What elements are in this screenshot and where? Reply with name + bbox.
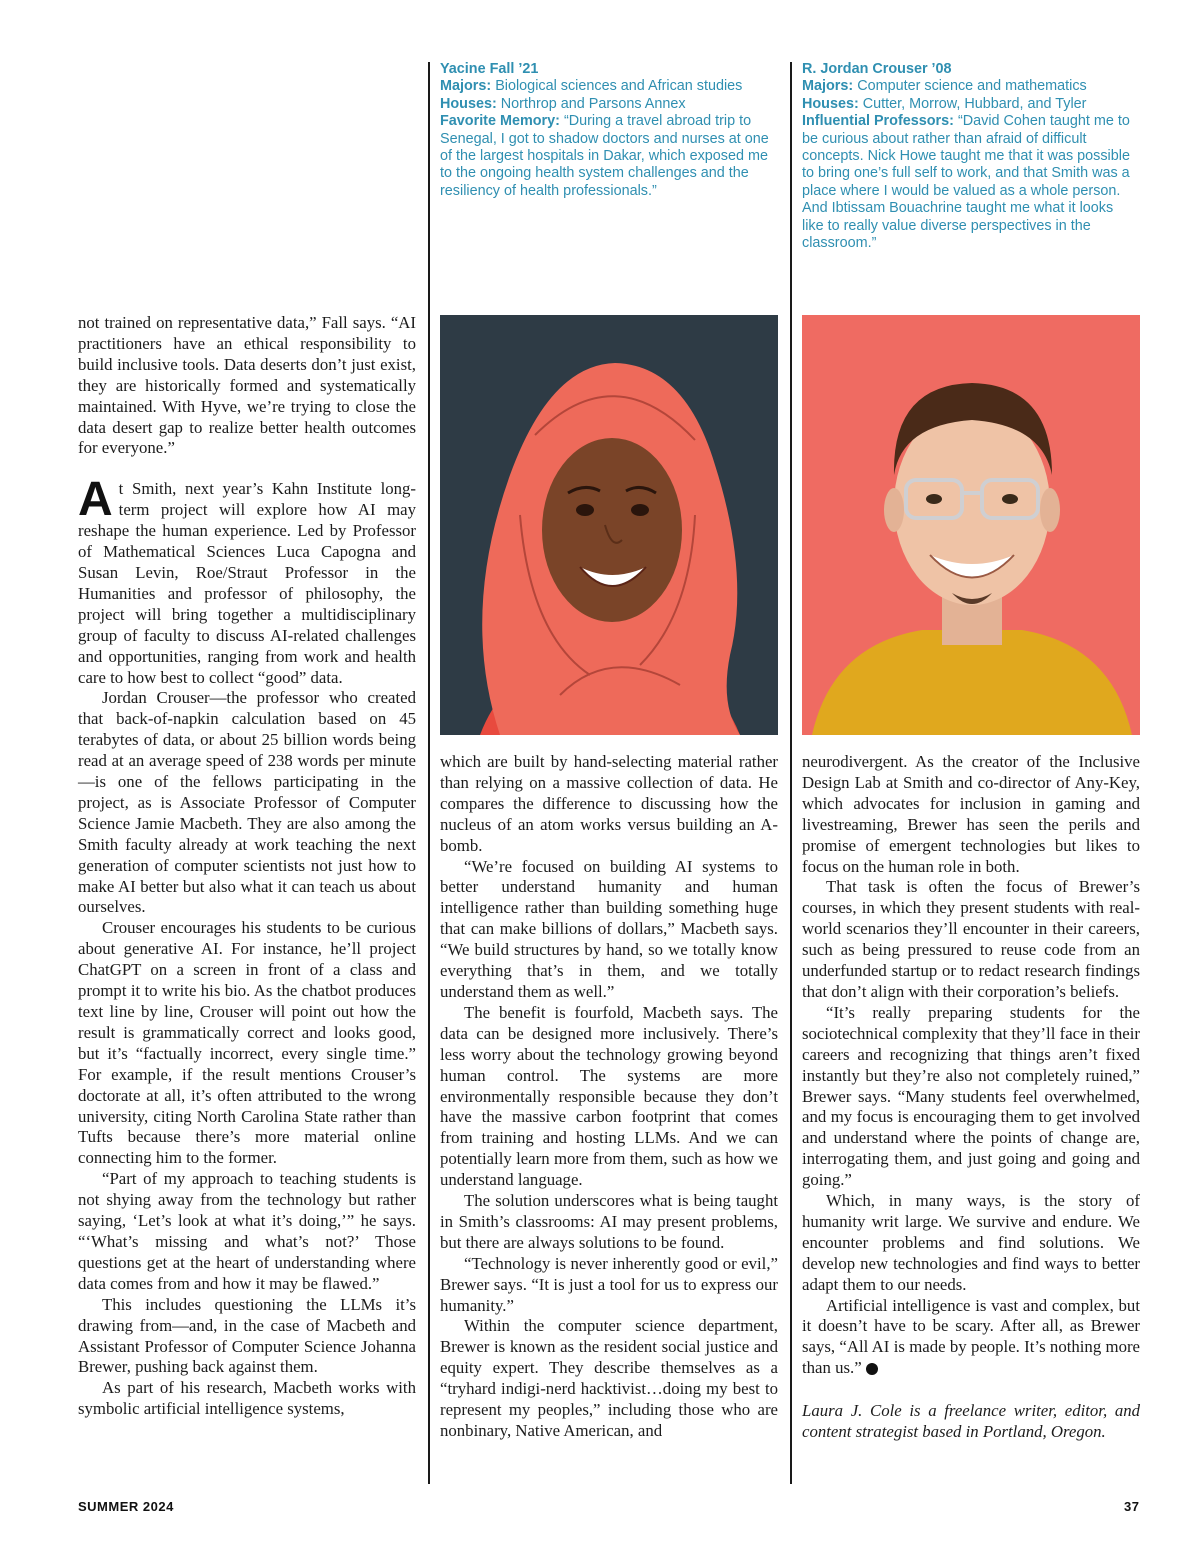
portrait-jordan-crouser [802, 315, 1140, 735]
portrait-illustration [440, 315, 778, 735]
profile-majors [802, 78, 1138, 95]
issue-label: SUMMER 2024 [78, 1499, 174, 1514]
memory-value: “During a travel abroad trip to Senegal, I got to shadow doctors and nurses at one of the largest hospitals in Dakar, which exposed me to the ongoing health system challenges and the resiliency of health professionals.” [440, 113, 769, 199]
majors-value: Biological sciences and African studies [495, 78, 743, 95]
article-column-3 [802, 752, 1140, 1443]
professors-value: “David Cohen taught me to be curious about rather than afraid of difficult concepts. Nick Howe taught me that it was possible to bring one’s full self to work, and that Smith was a place where I would be valued as a whole person. And Ibtissam Bouachrine taught me what it looks like to really value diverse perspectives in the classroom.” [802, 113, 1130, 252]
paragraph-text: Artificial intelligence is vast and complex, but it doesn’t have to be scary. After all, as Brewer says, “All AI is made by people. It’s nothing more than us.” [802, 1295, 1140, 1378]
paragraph [78, 473, 416, 688]
memory-label: Favorite Memory: [440, 113, 560, 130]
paragraph: That task is often the focus of Brewer’s courses, in which they present students with real-world scenarios they’ll encounter in their careers, such as being pressured to reuse code from an underfunded startup or to redact research findings that don’t align with their corporation’s beliefs. [802, 877, 1140, 1001]
paragraph: “We’re focused on building AI systems to better understand humanity and human intelligence rather than building something huge that can make billions of dollars,” Macbeth says. “We build structures by hand, so we totally know everything that’s in them, and we totally understand them as well.” [440, 856, 778, 1001]
profile-memory [440, 113, 776, 200]
article-column-2 [440, 752, 778, 1442]
column-divider [428, 62, 430, 1484]
paragraph: Jordan Crouser—the professor who created that back-of-napkin calculation based on 45 terabytes of data, or about 25 billion words being read at an average speed of 238 words per minute—is one of the fellows participating in the project, as is Associate Professor of Computer Science Jamie Macbeth. They are also among the Smith faculty already at work teaching the next generation of computer scientists not just how to make AI better but also what it can teach us about ourselves. [78, 688, 416, 917]
paragraph: “Part of my approach to teaching students is not shying away from the technology but rather saying, ‘Let’s look at what it’s doing,’” he says. “‘What’s missing and what’s not?’ Those questions get at the heart of understanding where data comes from and how it may be flawed.” [78, 1169, 416, 1293]
paragraph: which are built by hand-selecting material rather than relying on a massive collection of data. He compares the difference to discussing how the nucleus of an atom works versus building an A-bomb. [440, 752, 778, 855]
professors-label: Influential Professors: [802, 113, 954, 130]
majors-value: Computer science and mathematics [857, 78, 1087, 95]
paragraph: “Technology is never inherently good or evil,” Brewer says. “It is just a tool for us to express our humanity.” [440, 1253, 778, 1315]
paragraph: neurodivergent. As the creator of the Inclusive Design Lab at Smith and co-director of Any-Key, which advocates for inclusion in gaming and livestreaming, Brewer has seen the perils and promise of emergent technologies but likes to focus on the human role in both. [802, 752, 1140, 876]
paragraph: not trained on representative data,” Fall says. “AI practitioners have an ethical responsibility to build inclusive tools. Data deserts don’t just exist, they are historically formed and systematically maintained. With Hyve, we’re trying to close the data desert gap to realize better health outcomes for everyone.” [78, 313, 416, 458]
article-column-1 [78, 313, 416, 1420]
paragraph: This includes questioning the LLMs it’s drawing from—and, in the case of Macbeth and Assistant Professor of Computer Science Johanna Brewer, pushing back against them. [78, 1294, 416, 1377]
drop-cap: A [78, 473, 113, 527]
houses-label: Houses: [802, 95, 859, 112]
profile-houses [440, 96, 776, 113]
majors-label: Majors: [440, 78, 492, 95]
sidebar-profile-fall [440, 61, 776, 200]
end-mark-icon [866, 1363, 878, 1375]
author-credit: Laura J. Cole is a freelance writer, editor, and content strategist based in Portland, Oregon. [802, 1401, 1140, 1442]
profile-professors [802, 113, 1138, 252]
paragraph: Which, in many ways, is the story of humanity writ large. We survive and endure. We encounter problems and find solutions. We develop new technologies and find ways to better adapt them to our needs. [802, 1191, 1140, 1294]
page-number: 37 [1124, 1499, 1140, 1514]
paragraph: “It’s really preparing students for the sociotechnical complexity that they’ll face in their careers and recognizing that things aren’t fixed instantly but they’re also not completely ruined,” Brewer says. “Many students feel overwhelmed, and my focus is encouraging them to get involved and understand where the points of change are, interrogating them, and just going and going and going.” [802, 1002, 1140, 1190]
paragraph-text: t Smith, next year’s Kahn Institute long-term project will explore how AI may reshape the human experience. Led by Professor of Mathematical Sciences Luca Capogna and Susan Levin, Roe/Straut Professor in the Humanities and professor of philosophy, the project will bring together a multidisciplinary group of faculty to discuss AI-related challenges and opportunities, ranging from work and health care to how best to collect “good” data. [78, 479, 416, 687]
paragraph: Within the computer science department, Brewer is known as the resident social justice and equity expert. They describe themselves as a “tryhard indigi-nerd hacktivist…doing my best to represent my peoples,” including those who are nonbinary, Native American, and [440, 1316, 778, 1440]
houses-value: Cutter, Morrow, Hubbard, and Tyler [862, 95, 1087, 112]
profile-houses [802, 96, 1138, 113]
paragraph: As part of his research, Macbeth works with symbolic artificial intelligence systems, [78, 1378, 416, 1419]
majors-label: Majors: [802, 78, 854, 95]
profile-majors [440, 78, 776, 95]
portrait-illustration [802, 315, 1140, 735]
paragraph [802, 1296, 1140, 1380]
paragraph: The benefit is fourfold, Macbeth says. The data can be designed more inclusively. There’s less worry about the technology growing beyond human control. The systems are more environmentally responsible because they don’t have the massive carbon footprint that comes from training and hosting LLMs. And we can potentially learn more from them, such as how we understand language. [440, 1002, 778, 1190]
sidebar-profile-crouser [802, 61, 1138, 252]
houses-value: Northrop and Parsons Annex [500, 95, 686, 112]
column-divider [790, 62, 792, 1484]
paragraph: Crouser encourages his students to be curious about generative AI. For instance, he’ll project ChatGPT on a screen in front of a class and prompt it to write his bio. As the chatbot produces text line by line, Crouser will point out how the result is grammatically correct and looks good, but it’s “factually incorrect, every single time.” For example, if the result mentions Crouser’s doctorate at all, it’s often attributed to the wrong university, citing North Carolina State rather than Tufts because there’s more material online connecting him to the former. [78, 918, 416, 1168]
portrait-yacine-fall [440, 315, 778, 735]
profile-name: R. Jordan Crouser ’08 [802, 61, 952, 77]
paragraph: The solution underscores what is being taught in Smith’s classrooms: AI may present problems, but there are always solutions to be found. [440, 1191, 778, 1252]
houses-label: Houses: [440, 95, 497, 112]
profile-name: Yacine Fall ’21 [440, 61, 539, 77]
